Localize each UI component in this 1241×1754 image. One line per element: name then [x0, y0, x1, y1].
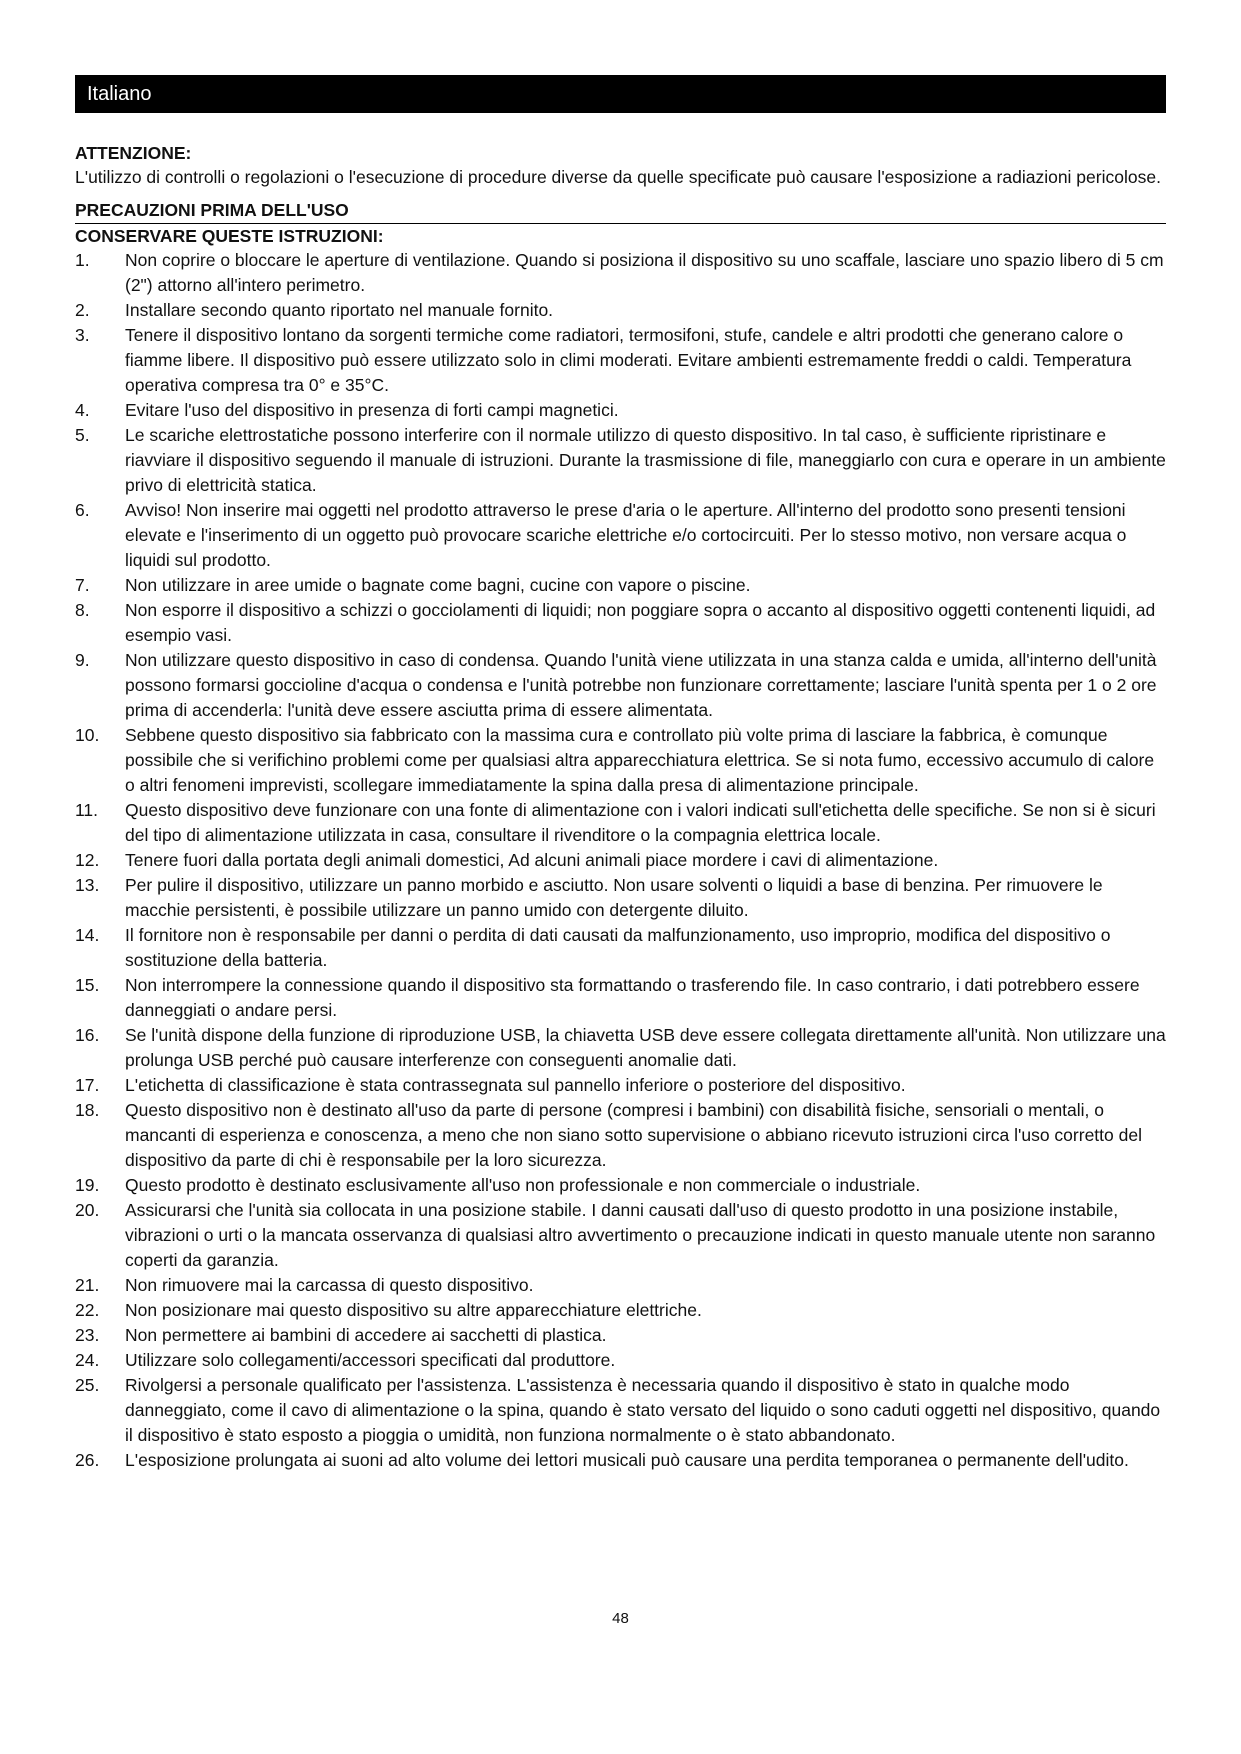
list-item [75, 1198, 1166, 1273]
document-page [75, 75, 1166, 1473]
item-number: 14. [75, 925, 100, 945]
item-text: Le scariche elettrostatiche possono interferire con il normale utilizzo di questo dispositivo. In tal caso, è sufficiente ripristinare e riavviare il dispositivo seguendo il manuale di istruzioni. Durante la trasmissione di file, maneggiarlo con cura e operare in un ambiente privo di elettricità statica. [125, 425, 1166, 495]
item-text: Tenere fuori dalla portata degli animali domestici, Ad alcuni animali piace mordere i cavi di alimentazione. [125, 850, 939, 870]
language-header-bar [75, 75, 1166, 113]
list-item [75, 648, 1166, 723]
item-number: 15. [75, 975, 100, 995]
list-item [75, 1023, 1166, 1073]
item-text: L'etichetta di classificazione è stata contrassegnata sul pannello inferiore o posteriore del dispositivo. [125, 1075, 906, 1095]
list-item [75, 1273, 1166, 1298]
section-title: PRECAUZIONI PRIMA DELL'USO [75, 198, 1166, 224]
item-text: Non rimuovere mai la carcassa di questo dispositivo. [125, 1275, 534, 1295]
item-text: Non utilizzare questo dispositivo in caso di condensa. Quando l'unità viene utilizzata in una stanza calda e umida, all'interno dell'unità possono formarsi goccioline d'acqua o condensa e l'unità potrebbe non funzionare correttamente; lasciare l'unità spenta per 1 o 2 ore prima di accenderla: l'unità deve essere asciutta prima di essere alimentata. [125, 650, 1157, 720]
item-text: Questo dispositivo non è destinato all'uso da parte di persone (compresi i bambini) con disabilità fisiche, sensoriali o mentali, o mancanti di esperienza e conoscenza, a meno che non siano sotto supervisione o abbiano ricevuto istruzioni circa l'uso corretto del dispositivo da parte di chi è responsabile per la loro sicurezza. [125, 1100, 1142, 1170]
list-item [75, 798, 1166, 848]
item-number: 17. [75, 1075, 100, 1095]
list-item [75, 423, 1166, 498]
item-number: 2. [75, 300, 90, 320]
list-item [75, 723, 1166, 798]
item-number: 4. [75, 400, 90, 420]
item-text: Non coprire o bloccare le aperture di ventilazione. Quando si posiziona il dispositivo su uno scaffale, lasciare uno spazio libero di 5 cm (2") attorno all'intero perimetro. [125, 250, 1164, 295]
item-number: 10. [75, 725, 100, 745]
item-text: Questo dispositivo deve funzionare con una fonte di alimentazione con i valori indicati sull'etichetta delle specifiche. Se non si è sicuri del tipo di alimentazione utilizzata in casa, consultare il rivenditore o la compagnia elettrica locale. [125, 800, 1156, 845]
item-number: 9. [75, 650, 90, 670]
list-item [75, 848, 1166, 873]
item-number: 11. [75, 800, 99, 820]
list-item [75, 973, 1166, 1023]
subsection-title: CONSERVARE QUESTE ISTRUZIONI: [75, 226, 384, 246]
item-number: 24. [75, 1350, 100, 1370]
warning-text: L'utilizzo di controlli o regolazioni o l'esecuzione di procedure diverse da quelle specificate può causare l'esposizione a radiazioni pericolose. [75, 167, 1161, 187]
list-item [75, 323, 1166, 398]
item-number: 7. [75, 575, 90, 595]
item-text: Utilizzare solo collegamenti/accessori specificati dal produttore. [125, 1350, 616, 1370]
list-item [75, 873, 1166, 923]
list-item [75, 1323, 1166, 1348]
item-text: Non utilizzare in aree umide o bagnate come bagni, cucine con vapore o piscine. [125, 575, 751, 595]
precautions-list [75, 248, 1166, 1473]
language-label: Italiano [87, 83, 152, 105]
item-text: Per pulire il dispositivo, utilizzare un panno morbido e asciutto. Non usare solventi o liquidi a base di benzina. Per rimuovere le macchie persistenti, è possibile utilizzare un panno umido con detergente diluito. [125, 875, 1103, 920]
item-text: Assicurarsi che l'unità sia collocata in una posizione stabile. I danni causati dall'uso di questo prodotto in una posizione instabile, vibrazioni o urti o la mancata osservanza di qualsiasi altro avvertimento o precauzione indicati in questo manuale utente non saranno coperti da garanzia. [125, 1200, 1156, 1270]
item-number: 18. [75, 1100, 100, 1120]
item-text: Il fornitore non è responsabile per danni o perdita di dati causati da malfunzionamento, uso improprio, modifica del dispositivo o sostituzione della batteria. [125, 925, 1111, 970]
item-number: 22. [75, 1300, 100, 1320]
warning-title: ATTENZIONE: [75, 143, 192, 163]
item-number: 3. [75, 325, 90, 345]
item-number: 16. [75, 1025, 100, 1045]
item-text: Evitare l'uso del dispositivo in presenza di forti campi magnetici. [125, 400, 619, 420]
item-number: 8. [75, 600, 90, 620]
item-text: Rivolgersi a personale qualificato per l'assistenza. L'assistenza è necessaria quando il dispositivo è stato in qualche modo danneggiato, come il cavo di alimentazione o la spina, quando è stato versato del liquido o sono caduti oggetti nel dispositivo, quando il dispositivo è stato esposto a pioggia o umidità, non funziona normalmente o è stato abbandonato. [125, 1375, 1161, 1445]
item-text: Non permettere ai bambini di accedere ai sacchetti di plastica. [125, 1325, 607, 1345]
item-number: 5. [75, 425, 90, 445]
item-text: Sebbene questo dispositivo sia fabbricato con la massima cura e controllato più volte prima di lasciare la fabbrica, è comunque possibile che si verifichino problemi come per qualsiasi altra apparecchiatura elettrica. Se si nota fumo, eccessivo accumulo di calore o altri fenomeni imprevisti, scollegare immediatamente la spina dalla presa di alimentazione principale. [125, 725, 1155, 795]
list-item [75, 573, 1166, 598]
list-item [75, 1298, 1166, 1323]
list-item [75, 248, 1166, 298]
list-item [75, 398, 1166, 423]
list-item [75, 1373, 1166, 1448]
item-number: 23. [75, 1325, 100, 1345]
item-text: Non interrompere la connessione quando il dispositivo sta formattando o trasferendo file. In caso contrario, i dati potrebbero essere danneggiati o andare persi. [125, 975, 1140, 1020]
item-number: 19. [75, 1175, 100, 1195]
list-item [75, 1073, 1166, 1098]
item-number: 6. [75, 500, 90, 520]
item-number: 12. [75, 850, 100, 870]
list-item [75, 1173, 1166, 1198]
list-item [75, 1098, 1166, 1173]
item-number: 1. [75, 250, 90, 270]
item-text: Installare secondo quanto riportato nel manuale fornito. [125, 300, 554, 320]
list-item [75, 923, 1166, 973]
item-text: L'esposizione prolungata ai suoni ad alto volume dei lettori musicali può causare una perdita temporanea o permanente dell'udito. [125, 1450, 1129, 1470]
list-item [75, 498, 1166, 573]
item-number: 13. [75, 875, 100, 895]
item-text: Avviso! Non inserire mai oggetti nel prodotto attraverso le prese d'aria o le aperture. All'interno del prodotto sono presenti tensioni elevate e l'inserimento di un oggetto può provocare scariche elettriche e/o cortocircuiti. Per lo stesso motivo, non versare acqua o liquidi sul prodotto. [125, 500, 1127, 570]
list-item [75, 298, 1166, 323]
item-number: 26. [75, 1450, 100, 1470]
item-number: 21. [75, 1275, 100, 1295]
list-item [75, 1448, 1166, 1473]
item-text: Tenere il dispositivo lontano da sorgenti termiche come radiatori, termosifoni, stufe, candele e altri prodotti che generano calore o fiamme libere. Il dispositivo può essere utilizzato solo in climi moderati. Evitare ambienti estremamente freddi o caldi. Temperatura operativa compresa tra 0° e 35°C. [125, 325, 1132, 395]
item-text: Non posizionare mai questo dispositivo su altre apparecchiature elettriche. [125, 1300, 702, 1320]
item-text: Non esporre il dispositivo a schizzi o gocciolamenti di liquidi; non poggiare sopra o accanto al dispositivo oggetti contenenti liquidi, ad esempio vasi. [125, 600, 1156, 645]
item-text: Questo prodotto è destinato esclusivamente all'uso non professionale e non commerciale o industriale. [125, 1175, 921, 1195]
item-number: 25. [75, 1375, 100, 1395]
item-number: 20. [75, 1200, 100, 1220]
list-item [75, 598, 1166, 648]
list-item [75, 1348, 1166, 1373]
item-text: Se l'unità dispone della funzione di riproduzione USB, la chiavetta USB deve essere collegata direttamente all'unità. Non utilizzare una prolunga USB perché può causare interferenze con conseguenti anomalie dati. [125, 1025, 1166, 1070]
page-number: 48 [612, 1610, 629, 1627]
